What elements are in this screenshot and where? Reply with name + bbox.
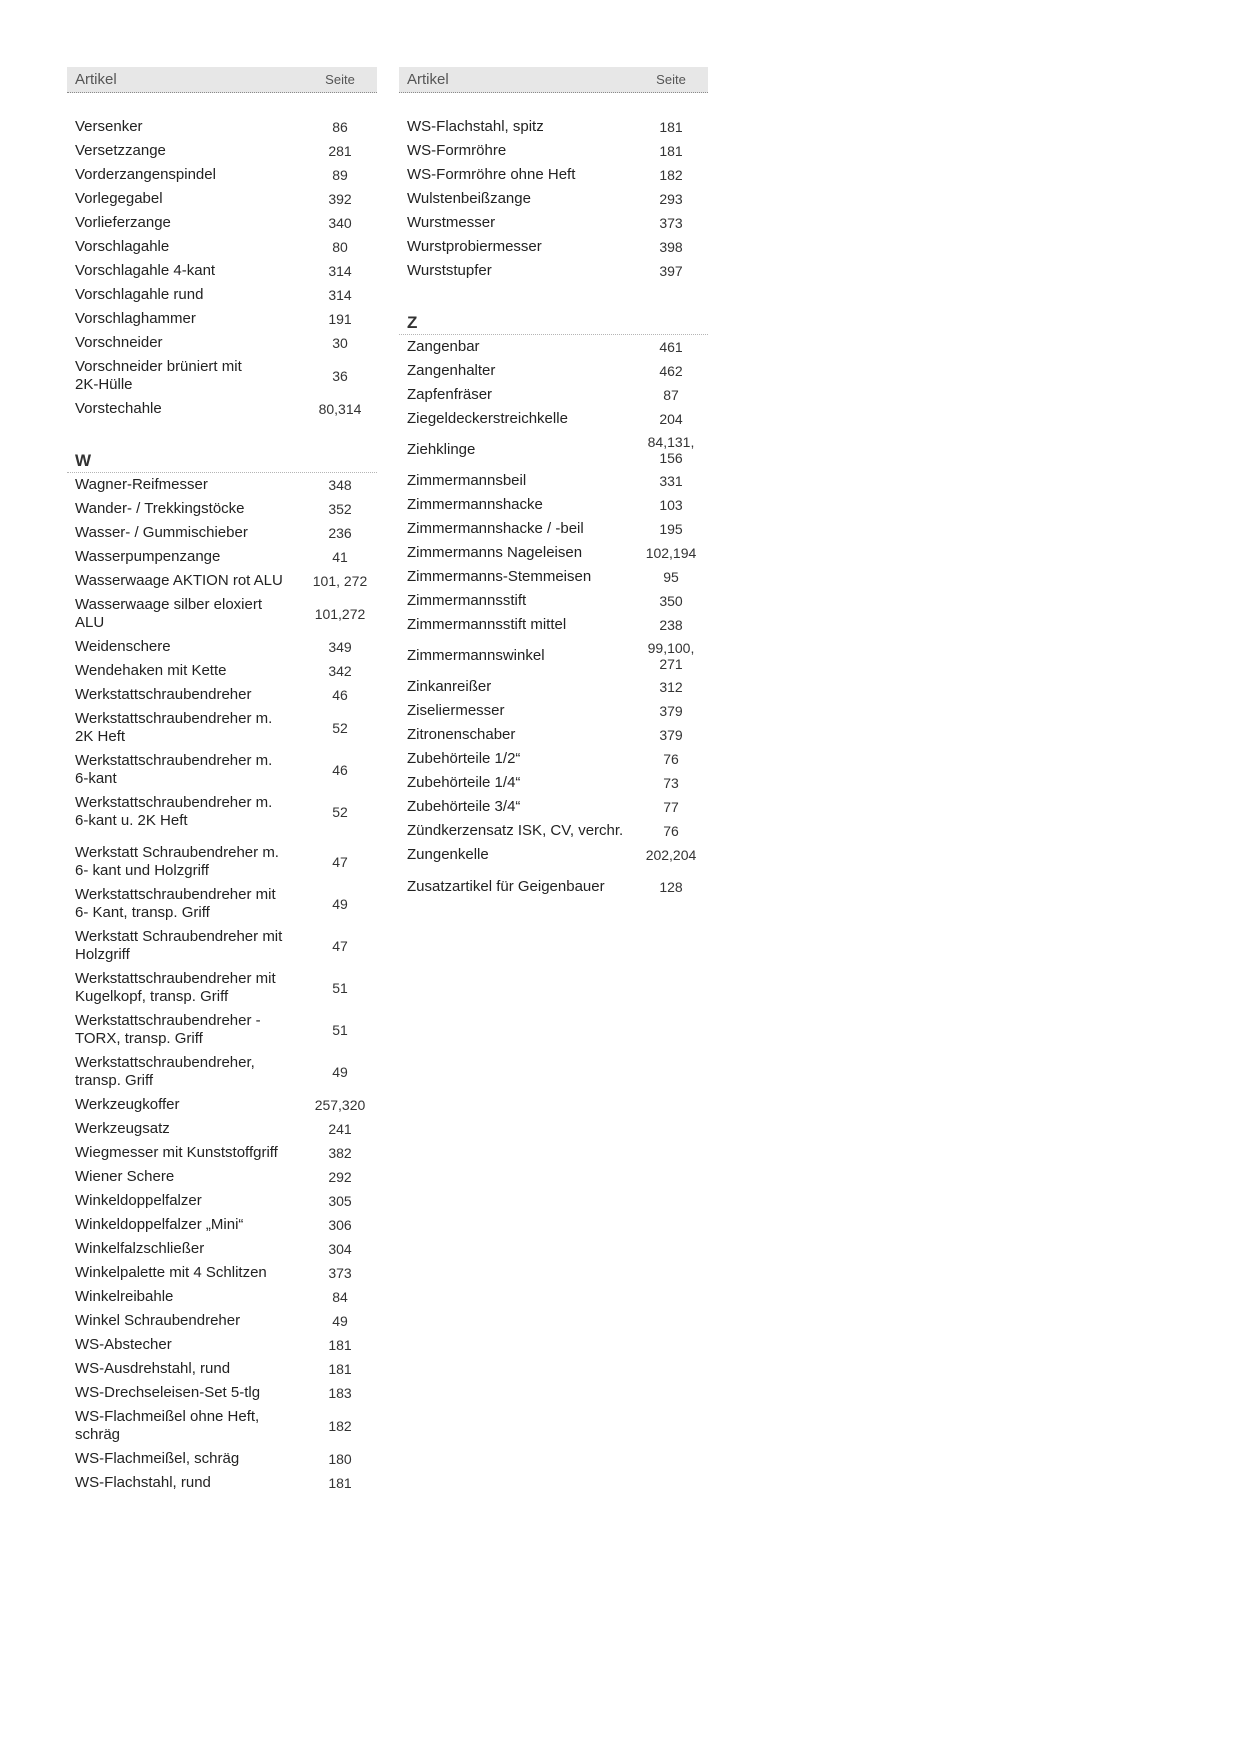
entry-name: Werkstattschraubendreher m. 6-kant u. 2K Heft <box>75 794 273 829</box>
entry-page: 398 <box>659 239 683 255</box>
entry-name: Werkstattschraubendreher <box>75 686 252 703</box>
entry-page: 181 <box>659 143 683 159</box>
entry-name: Werkstattschraubendreher m. 2K Heft <box>75 710 273 745</box>
entry-name: Winkel Schraubendreher <box>75 1312 241 1329</box>
entry-name: Zubehörteile 1/2“ <box>407 750 521 767</box>
column-header <box>399 67 708 93</box>
section-letter: Z <box>399 312 708 335</box>
entry-name: Vorschlagahle <box>75 238 170 255</box>
entry-page: 342 <box>328 663 352 679</box>
entry-page: 306 <box>328 1217 352 1233</box>
entry-name: Zimmermannshacke / -beil <box>407 520 584 537</box>
entry-page: 181 <box>328 1337 352 1353</box>
index-entry <box>399 517 708 541</box>
entry-page: 41 <box>332 549 348 565</box>
entry-name: Winkeldoppelfalzer <box>75 1192 202 1209</box>
entry-name: Vorschlagahle rund <box>75 286 204 303</box>
entry-name: Werkstatt Schraubendreher m. 6- kant und Holzgriff <box>75 844 279 879</box>
index-entry <box>67 749 377 791</box>
entry-name: WS-Formröhre ohne Heft <box>407 166 576 183</box>
entry-page: 52 <box>332 804 348 820</box>
index-entry <box>67 235 377 259</box>
header-page-label: Seite <box>656 72 686 87</box>
entry-page: 340 <box>328 215 352 231</box>
header-article-label: Artikel <box>75 71 117 88</box>
entry-page: 350 <box>659 593 683 609</box>
index-entry <box>67 1381 377 1405</box>
entry-page: 103 <box>659 497 683 513</box>
entry-name: Vorschneider brüniert mit 2K-Hülle <box>75 358 242 393</box>
entry-page: 52 <box>332 720 348 736</box>
entry-page: 80 <box>332 239 348 255</box>
entry-page: 47 <box>332 938 348 954</box>
entry-name: Zimmermanns Nageleisen <box>407 544 583 561</box>
index-entry <box>399 359 708 383</box>
entry-name: Ziehklinge <box>407 441 476 458</box>
entry-name: Vorstechahle <box>75 400 162 417</box>
entry-page: 349 <box>328 639 352 655</box>
index-entry <box>399 469 708 493</box>
entry-page: 87 <box>663 387 679 403</box>
entry-page: 95 <box>663 569 679 585</box>
entry-page: 180 <box>328 1451 352 1467</box>
index-entry <box>67 1261 377 1285</box>
index-entry <box>67 1471 377 1495</box>
index-entry <box>399 819 708 843</box>
entry-page: 373 <box>659 215 683 231</box>
entry-name: Versenker <box>75 118 143 135</box>
entry-page: 397 <box>659 263 683 279</box>
index-entry <box>67 1165 377 1189</box>
entry-name: Wiegmesser mit Kunststoffgriff <box>75 1144 278 1161</box>
entry-page: 312 <box>659 679 683 695</box>
entry-page: 305 <box>328 1193 352 1209</box>
index-entry <box>399 613 708 637</box>
entry-page: 348 <box>328 477 352 493</box>
index-entry <box>67 1309 377 1333</box>
entry-page: 293 <box>659 191 683 207</box>
entry-name: Zündkerzensatz ISK, CV, verchr. <box>407 822 624 839</box>
index-entry <box>67 635 377 659</box>
entry-page: 314 <box>328 287 352 303</box>
entry-page: 77 <box>663 799 679 815</box>
index-entry <box>399 637 708 675</box>
index-entry <box>67 211 377 235</box>
index-entry <box>67 497 377 521</box>
entry-page: 80,314 <box>318 401 362 417</box>
entry-name: Zangenbar <box>407 338 480 355</box>
letter-group <box>399 115 708 283</box>
entry-page: 461 <box>659 339 683 355</box>
index-entry <box>399 747 708 771</box>
entry-page: 281 <box>328 143 352 159</box>
entry-page: 292 <box>328 1169 352 1185</box>
index-entry <box>67 397 377 421</box>
index-entry <box>67 683 377 707</box>
entry-page: 86 <box>332 119 348 135</box>
entry-name: Zubehörteile 3/4“ <box>407 798 521 815</box>
index-entry <box>67 259 377 283</box>
entry-page: 102,194 <box>645 545 697 561</box>
index-entry <box>399 163 708 187</box>
entry-list <box>67 115 377 421</box>
header-page-label: Seite <box>325 72 355 87</box>
entry-page: 46 <box>332 687 348 703</box>
index-entry <box>399 139 708 163</box>
entry-name: Wander- / Trekkingstöcke <box>75 500 245 517</box>
entry-name: Wasserwaage AKTION rot ALU <box>75 572 283 589</box>
index-entry <box>67 659 377 683</box>
index-column <box>67 67 377 1495</box>
entry-name: Wiener Schere <box>75 1168 175 1185</box>
index-entry <box>67 1093 377 1117</box>
index-entry <box>399 235 708 259</box>
index-entry <box>399 541 708 565</box>
index-entry <box>399 383 708 407</box>
index-entry <box>67 925 377 967</box>
index-entry <box>67 1333 377 1357</box>
letter-group <box>399 312 708 899</box>
entry-page: 181 <box>328 1475 352 1491</box>
entry-page: 382 <box>328 1145 352 1161</box>
index-entry <box>67 473 377 497</box>
index-entry <box>67 841 377 883</box>
index-entry <box>67 283 377 307</box>
index-entry <box>67 1357 377 1381</box>
entry-name: Zusatzartikel für Geigenbauer <box>407 878 605 895</box>
index-entry <box>67 355 377 397</box>
entry-page: 128 <box>659 879 683 895</box>
index-entry <box>399 431 708 469</box>
index-entry <box>399 407 708 431</box>
entry-page: 392 <box>328 191 352 207</box>
entry-page: 373 <box>328 1265 352 1281</box>
entry-name: Vorderzangenspindel <box>75 166 216 183</box>
letter-group <box>67 450 377 1495</box>
index-entry <box>67 707 377 749</box>
entry-name: Ziseliermesser <box>407 702 505 719</box>
entry-name: Zitronenschaber <box>407 726 516 743</box>
entry-page: 238 <box>659 617 683 633</box>
entry-page: 76 <box>663 823 679 839</box>
entry-page: 49 <box>332 896 348 912</box>
entry-page: 36 <box>332 368 348 384</box>
entry-name: Zungenkelle <box>407 846 489 863</box>
entry-page: 89 <box>332 167 348 183</box>
entry-name: Winkelreibahle <box>75 1288 174 1305</box>
index-entry <box>399 187 708 211</box>
index-entry <box>67 139 377 163</box>
entry-list <box>67 473 377 1495</box>
index-entry <box>399 771 708 795</box>
entry-name: Zubehörteile 1/4“ <box>407 774 521 791</box>
entry-name: Vorlieferzange <box>75 214 171 231</box>
index-entry <box>67 1189 377 1213</box>
entry-page: 181 <box>328 1361 352 1377</box>
entry-name: Werkstattschraubendreher m. 6-kant <box>75 752 273 787</box>
entry-page: 99,100, 271 <box>647 640 695 672</box>
entry-page: 76 <box>663 751 679 767</box>
entry-page: 352 <box>328 501 352 517</box>
entry-page: 30 <box>332 335 348 351</box>
entry-page: 304 <box>328 1241 352 1257</box>
entry-name: WS-Flachstahl, spitz <box>407 118 544 135</box>
index-entry <box>399 795 708 819</box>
index-entry <box>67 307 377 331</box>
header-article-label: Artikel <box>407 71 449 88</box>
entry-page: 46 <box>332 762 348 778</box>
entry-page: 379 <box>659 727 683 743</box>
entry-name: Vorlegegabel <box>75 190 163 207</box>
index-entry <box>67 1447 377 1471</box>
index-entry <box>67 1285 377 1309</box>
index-entry <box>67 1237 377 1261</box>
index-entry <box>67 1051 377 1093</box>
entry-page: 49 <box>332 1313 348 1329</box>
entry-page: 101, 272 <box>312 573 368 589</box>
entry-name: Winkelpalette mit 4 Schlitzen <box>75 1264 267 1281</box>
entry-name: Weidenschere <box>75 638 171 655</box>
index-entry <box>399 335 708 359</box>
index-entry <box>67 545 377 569</box>
entry-name: Werkstatt Schraubendreher mit Holzgriff <box>75 928 283 963</box>
entry-page: 314 <box>328 263 352 279</box>
entry-page: 84,131, 156 <box>647 434 695 466</box>
entry-name: WS-Flachstahl, rund <box>75 1474 211 1491</box>
entry-page: 73 <box>663 775 679 791</box>
entry-name: Vorschneider <box>75 334 163 351</box>
entry-page: 101,272 <box>314 606 366 622</box>
entry-name: Wurstprobiermesser <box>407 238 542 255</box>
entry-name: Zimmermannshacke <box>407 496 543 513</box>
entry-name: WS-Drechseleisen-Set 5-tlg <box>75 1384 261 1401</box>
index-entry <box>67 883 377 925</box>
index-entry <box>399 565 708 589</box>
entry-page: 84 <box>332 1289 348 1305</box>
entry-name: Vorschlagahle 4-kant <box>75 262 216 279</box>
entry-name: Wendehaken mit Kette <box>75 662 227 679</box>
entry-page: 257,320 <box>314 1097 366 1113</box>
index-entry <box>67 521 377 545</box>
entry-name: Ziegeldeckerstreichkelle <box>407 410 568 427</box>
entry-name: Wurststupfer <box>407 262 492 279</box>
entry-page: 236 <box>328 525 352 541</box>
entry-page: 462 <box>659 363 683 379</box>
index-entry <box>67 1141 377 1165</box>
index-entry <box>67 791 377 833</box>
index-entry <box>399 723 708 747</box>
index-entry <box>399 589 708 613</box>
entry-name: Werkstattschraubendreher, transp. Griff <box>75 1054 255 1089</box>
index-column <box>399 67 708 899</box>
entry-page: 202,204 <box>645 847 697 863</box>
entry-list <box>399 115 708 283</box>
entry-name: Winkeldoppelfalzer „Mini“ <box>75 1216 244 1233</box>
entry-page: 331 <box>659 473 683 489</box>
entry-name: Wasser- / Gummischieber <box>75 524 248 541</box>
index-entry <box>67 1405 377 1447</box>
entry-page: 49 <box>332 1064 348 1080</box>
index-entry <box>399 115 708 139</box>
entry-name: WS-Flachmeißel ohne Heft, schräg <box>75 1408 260 1443</box>
entry-name: Werkzeugsatz <box>75 1120 170 1137</box>
index-entry <box>67 593 377 635</box>
entry-page: 181 <box>659 119 683 135</box>
index-entry <box>67 1117 377 1141</box>
entry-name: Vorschlaghammer <box>75 310 196 327</box>
section-letter: W <box>67 450 377 473</box>
entry-list <box>399 335 708 899</box>
entry-name: Zimmermannsstift <box>407 592 527 609</box>
entry-name: Werkzeugkoffer <box>75 1096 180 1113</box>
entry-page: 182 <box>659 167 683 183</box>
index-entry <box>399 259 708 283</box>
entry-name: Zimmermannsstift mittel <box>407 616 567 633</box>
index-entry <box>67 1009 377 1051</box>
entry-name: Zimmermanns-Stemmeisen <box>407 568 592 585</box>
index-entry <box>67 1213 377 1237</box>
letter-group <box>67 115 377 421</box>
entry-page: 379 <box>659 703 683 719</box>
entry-page: 51 <box>332 1022 348 1038</box>
index-entry <box>399 211 708 235</box>
index-entry <box>399 875 708 899</box>
entry-name: Wasserwaage silber eloxiert ALU <box>75 596 263 631</box>
index-entry <box>399 699 708 723</box>
entry-page: 191 <box>328 311 352 327</box>
entry-name: Werkstattschraubendreher - TORX, transp. Griff <box>75 1012 261 1047</box>
entry-page: 241 <box>328 1121 352 1137</box>
entry-name: Wurstmesser <box>407 214 496 231</box>
entry-page: 183 <box>328 1385 352 1401</box>
entry-name: Werkstattschraubendreher mit Kugelkopf, transp. Griff <box>75 970 276 1005</box>
entry-name: Zinkanreißer <box>407 678 492 695</box>
entry-name: Versetzzange <box>75 142 166 159</box>
entry-name: Zimmermannswinkel <box>407 647 545 664</box>
entry-page: 195 <box>659 521 683 537</box>
entry-name: Wagner-Reifmesser <box>75 476 208 493</box>
entry-page: 204 <box>659 411 683 427</box>
index-entry <box>399 493 708 517</box>
index-entry <box>67 967 377 1009</box>
entry-page: 47 <box>332 854 348 870</box>
index-entry <box>67 187 377 211</box>
entry-name: Wasserpumpenzange <box>75 548 221 565</box>
index-entry <box>399 675 708 699</box>
index-entry <box>399 843 708 867</box>
column-header <box>67 67 377 93</box>
entry-name: WS-Formröhre <box>407 142 507 159</box>
entry-name: Winkelfalzschließer <box>75 1240 205 1257</box>
entry-name: WS-Flachmeißel, schräg <box>75 1450 240 1467</box>
entry-name: WS-Ausdrehstahl, rund <box>75 1360 231 1377</box>
index-entry <box>67 115 377 139</box>
index-entry <box>67 163 377 187</box>
entry-name: WS-Abstecher <box>75 1336 172 1353</box>
entry-page: 51 <box>332 980 348 996</box>
entry-name: Wulstenbeißzange <box>407 190 531 207</box>
index-entry <box>67 331 377 355</box>
index-entry <box>67 569 377 593</box>
entry-name: Zapfenfräser <box>407 386 493 403</box>
entry-name: Werkstattschraubendreher mit 6- Kant, transp. Griff <box>75 886 276 921</box>
entry-name: Zangenhalter <box>407 362 496 379</box>
entry-name: Zimmermannsbeil <box>407 472 527 489</box>
entry-page: 182 <box>328 1418 352 1434</box>
